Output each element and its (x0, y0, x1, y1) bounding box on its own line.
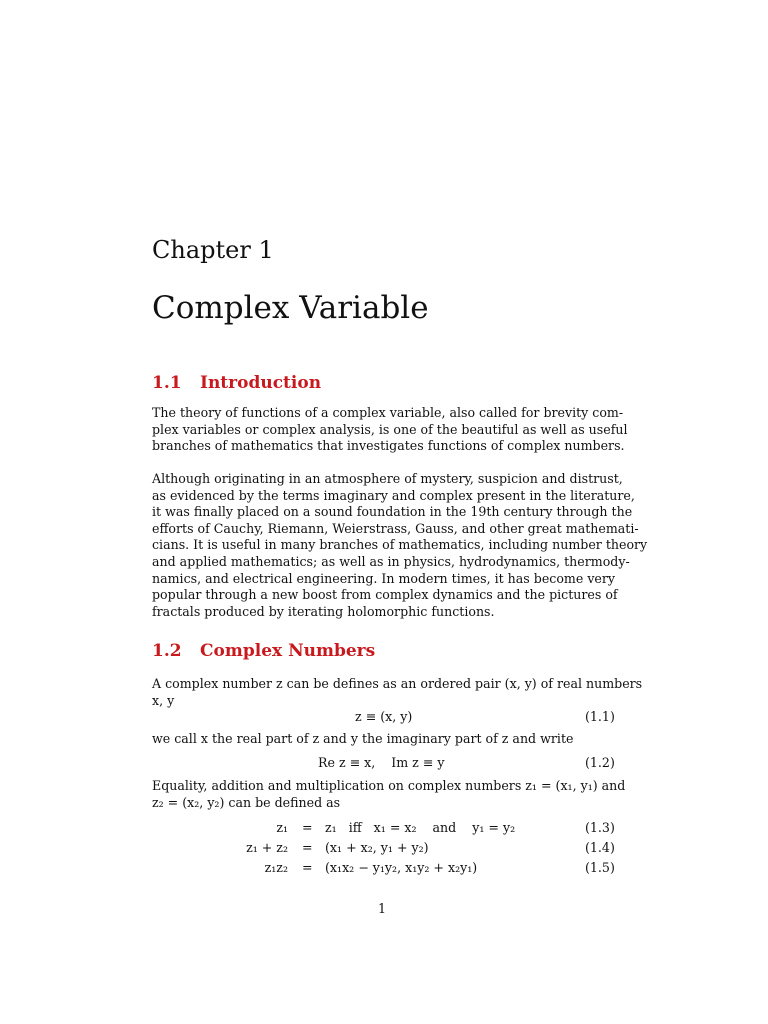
equation-rhs: (x₁ + x₂, y₁ + y₂) (325, 840, 429, 855)
text-line: x, y (152, 692, 175, 708)
text-line: efforts of Cauchy, Riemann, Weierstrass, Gauss, and other great mathemati- (152, 520, 639, 536)
text-line: it was finally placed on a sound foundation in the 19th century through the (152, 504, 633, 520)
text-line: fractals produced by iterating holomorphic functions. (152, 603, 495, 619)
equation-1-5 (0, 860, 768, 878)
equation-number: (1.1) (585, 709, 615, 724)
text-line: The theory of functions of a complex variable, also called for brevity com- (152, 405, 624, 420)
equation-1-4 (0, 840, 768, 858)
section-number: 1.2 (152, 641, 182, 661)
paragraph-intro-1 (152, 405, 628, 455)
paragraph-real-imag (152, 731, 615, 748)
equation-rhs: (x₁x₂ − y₁y₂, x₁y₂ + x₂y₁) (325, 860, 478, 875)
section-title: Introduction (200, 373, 322, 393)
equation-relation: = (302, 860, 313, 875)
section-title: Complex Numbers (200, 641, 376, 661)
text-line: z₂ = (x₂, y₂) can be defined as (152, 794, 341, 810)
chapter-label: Chapter 1 (152, 236, 274, 264)
equation-relation: = (302, 820, 313, 835)
paragraph-definition (152, 676, 643, 709)
equation-number: (1.4) (585, 840, 615, 855)
text-line: cians. It is useful in many branches of mathematics, including number theory (152, 537, 648, 553)
equation-rhs: z₁ iff x₁ = x₂ and y₁ = y₂ (325, 820, 516, 835)
equation-number: (1.5) (585, 860, 615, 875)
page-number: 1 (378, 901, 387, 916)
paragraph-operations (152, 778, 626, 811)
equation-lhs: z₁z₂ (264, 860, 288, 875)
text-line: namics, and electrical engineering. In modern times, it has become very (152, 570, 616, 586)
text-line: A complex number z can be defines as an ordered pair (x, y) of real numbers (152, 676, 643, 691)
equation-1-2: Re z ≡ x, Im z ≡ y (318, 755, 445, 770)
equation-1-1: z ≡ (x, y) (355, 709, 413, 724)
equation-1-3 (0, 820, 768, 838)
equation-number: (1.3) (585, 820, 615, 835)
chapter-title: Complex Variable (152, 290, 429, 326)
text-line: and applied mathematics; as well as in physics, hydrodynamics, thermody- (152, 553, 630, 569)
text-line: plex variables or complex analysis, is one of the beautiful as well as useful (152, 421, 628, 437)
text-line: Although originating in an atmosphere of mystery, suspicion and distrust, (152, 471, 623, 486)
text-line: as evidenced by the terms imaginary and complex present in the literature, (152, 487, 635, 503)
paragraph-intro-2 (152, 471, 648, 620)
text-line: Equality, addition and multiplication on complex numbers z₁ = (x₁, y₁) and (152, 778, 626, 793)
equation-relation: = (302, 840, 313, 855)
section-heading-complex-numbers (152, 641, 375, 661)
text-line: popular through a new boost from complex dynamics and the pictures of (152, 587, 618, 603)
equation-number: (1.2) (585, 755, 615, 770)
section-heading-introduction (152, 373, 321, 393)
section-number: 1.1 (152, 373, 182, 393)
text-line: branches of mathematics that investigates functions of complex numbers. (152, 438, 625, 454)
text-line: we call x the real part of z and y the imaginary part of z and write (152, 731, 574, 746)
equation-lhs: z₁ + z₂ (246, 840, 288, 855)
equation-lhs: z₁ (276, 820, 288, 835)
